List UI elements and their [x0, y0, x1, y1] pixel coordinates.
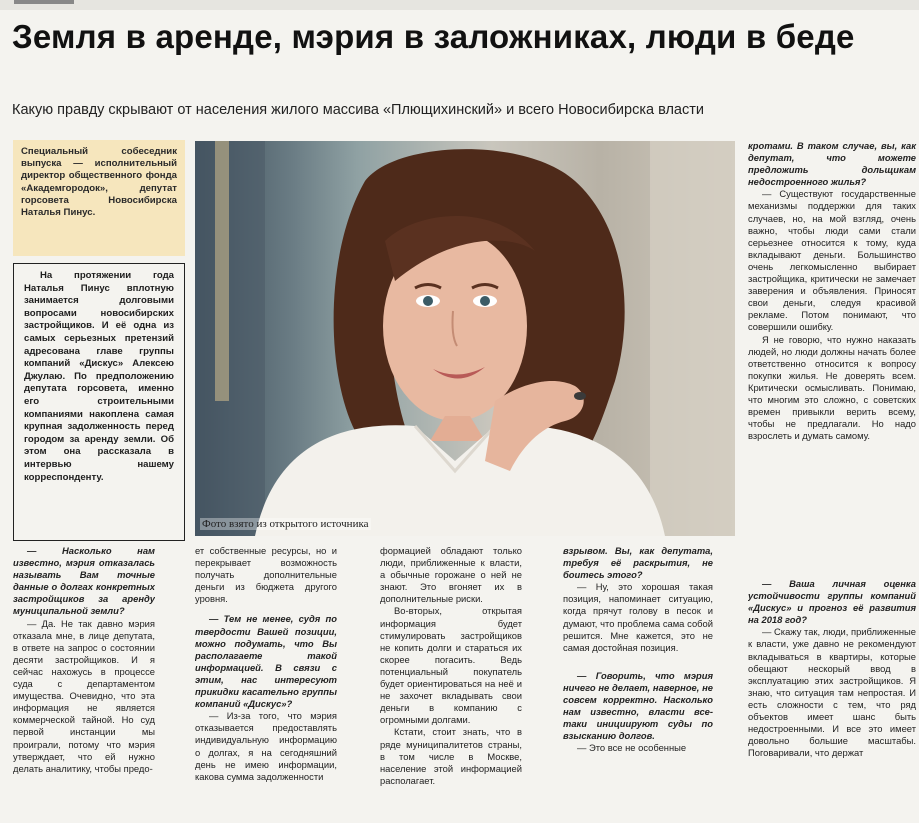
text-column-3	[380, 545, 522, 823]
headline: Земля в аренде, мэрия в заложниках, люди в беде	[12, 18, 855, 55]
portrait-photo	[195, 141, 735, 536]
question-text: — Тем не менее, судя по твердости Вашей позиции, можно подумать, что Вы располагаете такой информацией. В связи с этим, нас интересуют прикидки касательно группы компаний «Дискус»?	[195, 613, 337, 710]
question-text: — Ваша личная оценка устойчивости группы компаний «Дискус» и прогноз её развития на 2018 год?	[748, 578, 916, 626]
answer-text: — Это все не особенные	[577, 742, 687, 754]
answer-text: — Да. Не так давно мэрия отказала мне, в лице депутата, в ответе на запрос о состоянии десяти застройщиков. И я сейчас нахожусь в процессе суда с департаментом имущества. Очевидно, что эта информация не является коммерческой тайной. Но суд первой инстанции мы проиграли, потому что мэрия утверждает, что ей нужно делать аналитику, чтобы предо-	[13, 617, 155, 774]
answer-text: Во-вторых, открытая информация будет стимулировать застройщиков не копить долги и стараться их скорее погасить. Ведь потенциальный покупатель будет ориентироваться на неё и не захочет вкладывать свои деньги в компанию с огромными долгами.	[380, 605, 522, 726]
portrait-illustration	[195, 141, 735, 536]
answer-text: — Существуют государственные механизмы поддержки для таких случаев, но, на мой взгляд, очень важно, чтобы люди сами стали серьезнее относится к тому, куда вкладывают деньги. Большинство очень легкомысленно выбирает застройщика, критически не замечает заверения и объявления. Приносят свои деньги, следуя красивой рекламе. Потом понимают, что совершили ошибку.	[748, 188, 916, 333]
right-column-lower	[748, 578, 916, 823]
text-column-4	[563, 545, 713, 823]
question-text: кротами. В таком случае, вы, как депутат, что можете предложить дольщикам недостроенного жилья?	[748, 140, 916, 188]
top-strip	[0, 0, 919, 10]
photo-caption: Фото взято из открытого источника	[202, 518, 369, 530]
answer-text: формацией обладают только люди, приближенные к власти, а обычные горожане о ней не знают. Это вгоняет их в дополнительные риски.	[380, 545, 522, 605]
question-text: — Говорить, что мэрия ничего не делает, наверное, не совсем корректно. Насколько нам известно, власти все-таки инициируют суды по взысканию долгов.	[563, 669, 713, 742]
answer-text: — Из-за того, что мэрия отказывается предоставлять индивидуальную информацию о долгах, я на сегодняшний день не имею информации, какова сумма задолженности	[195, 710, 337, 782]
answer-text: Я не говорю, что нужно наказать людей, но люди должны начать более ответственно относится к вопросу покупки жилья. Не доверять всем. Критически осмысливать. Понимаю, что многим это сложно, с советских времен привыкли верить всему, чтобы не предлагали. Но надо взрослеть и думать самому.	[748, 333, 916, 442]
subheadline: Какую правду скрывают от населения жилого массива «Плющихинский» и всего Новосибирска власти	[12, 102, 704, 118]
lead-box: На протяжении года Наталья Пинус вплотную занимается долговыми вопросами новосибирских застройщиков. И её одна из самых серьезных претензий адресована главе группы компаний «Дискус» Алексею Джулаю. По предположению депутата горсовета, именно его строительными компаниями накоплена самая крупная задолженность перед городом за аренду земли. Об этом она рассказала в интервью нашему корреспонденту.	[13, 263, 185, 541]
answer-text: ет собственные ресурсы, но и перекрывает возможность получать дополнительные деньги из бюджета другого уровня.	[195, 545, 337, 605]
sidebar-column	[13, 140, 185, 541]
text-column-1	[13, 545, 155, 823]
answer-text: — Скажу так, люди, приближенные к власти, уже давно не рекомендуют вкладываться в квартиры, которые обещают нескорый ввод в эксплуатацию этих застройщиков. Я знаю, что ситуация там непростая. И есть сложности с тем, что ряд объектов имеет шанс быть недостроенными. И все это имеет довольно большие масштабы. Поговаривали, что держат	[748, 626, 916, 759]
right-column-upper	[748, 140, 916, 442]
top-strip-mark	[14, 0, 74, 4]
answer-text: Кстати, стоит знать, что в ряде муниципалитетов страны, в том числе в Москве, население этой информацией располагает.	[380, 726, 522, 786]
answer-text: — Ну, это хорошая такая позиция, напоминает ситуацию, когда прячут голову в песок и думают, что проблема сама собой решится. Мне кажется, это не самая достойная позиция.	[563, 581, 713, 653]
question-text: взрывом. Вы, как депутата, требуя её раскрытия, не боитесь этого?	[563, 545, 713, 581]
question-text: — Насколько нам известно, мэрия отказалась называть Вам точные данные о долгах конкретных застройщиков за аренду муниципальной земли?	[13, 545, 155, 617]
text-column-2	[195, 545, 337, 823]
author-intro-box: Специальный собеседник выпуска — исполнительный директор общественного фонда «Академгородок», депутат горсовета Новосибирска Наталья Пинус.	[13, 140, 185, 256]
